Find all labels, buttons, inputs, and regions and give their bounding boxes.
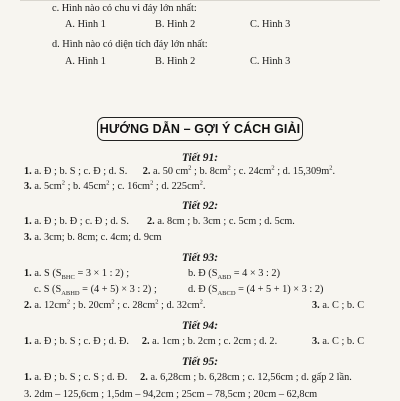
tiet-93-line-2b: d. Đ ($S_{ABCD} = (4 + 5 + 1) \times 3$ : 2) [188,284,324,298]
section-title-tiet-94: Tiết 94: [181,320,219,332]
tiet-93-line-3a: 2. a. $12cm^2$ ; b. $20cm^2$ ; c. $28cm^2$ ; d. $32cm^2$. [24,298,206,311]
section-title-tiet-95: Tiết 95: [181,356,219,368]
tiet-92-line-1: 1. a. Đ ; b. Đ ; c. Đ ; d. S. 2. a. 8cm ; b. 3cm ; c. 5cm ; d. 5cm. [24,216,295,227]
solutions-banner: HƯỚNG DẪN – GỢI Ý CÁCH GIẢI [97,117,303,141]
section-title-tiet-92: Tiết 92: [181,200,219,212]
section-title-tiet-93: Tiết 93: [181,252,219,264]
top-rule [20,0,380,1]
tiet-94-line-1a: 1. a. Đ ; b. S ; c. Đ ; d. Đ. 2. a. 1cm ; b. 2cm ; c. 2cm ; d. 2. [24,336,278,347]
tiet-94-line-1b: 3. a. C ; b. C [312,336,365,347]
tiet-92-line-2: 3. a. 3cm; b. 8cm; c. 4cm; d. 9cm [24,232,162,243]
tiet-93-line-3b: 3. a. C ; b. C [312,300,365,311]
question-d-option-b: B. Hình 2 [155,56,196,67]
question-c-option-b: B. Hình 2 [155,19,196,30]
question-d-option-c: C. Hình 3 [250,56,291,67]
tiet-91-line-1: 1. a. Đ ; b. S ; c. Đ ; d. S. 2. a. 50 $cm^2$ ; b. $8cm^2$ ; c. $24cm^2$ ; d. $15,309m^2$. [24,164,336,177]
tiet-93-line-2a: c. S ($S_{ABHD} = (4 + 5) \times 3$ : 2) ; [34,284,157,298]
question-d-option-a: A. Hình 1 [65,56,106,67]
tiet-93-line-1b: b. Đ ($S_{ABD} = 4 \times 3$ : 2) [188,268,280,282]
tiet-91-line-2: 3. a. $5cm^2$ ; b. $45cm^2$ ; c. $16cm^2$ ; d. $225cm^2$. [24,179,206,192]
tiet-95-line-1: 1. a. Đ ; b. S ; c. S ; d. Đ. 2. a. 6,28cm ; b. 6,28cm ; c. 12,56cm ; d. gấp 2 lần. [24,372,352,383]
question-c-option-a: A. Hình 1 [65,19,106,30]
tiet-93-line-1a: 1. a. S ($S_{BHC} = 3 \times 1$ : 2) ; [24,268,130,282]
question-d-prompt: d. Hình nào có diện tích đáy lớn nhất: [52,39,208,50]
section-title-tiet-91: Tiết 91: [181,152,219,164]
question-c-prompt: c. Hình nào có chu vi đáy lớn nhất: [52,3,197,14]
question-c-option-c: C. Hình 3 [250,19,291,30]
tiet-95-line-2: 3. 2dm – 125,6cm ; 1,5dm – 94,2cm ; 25cm – 78,5cm ; 20cm – 62,8cm [24,389,318,400]
